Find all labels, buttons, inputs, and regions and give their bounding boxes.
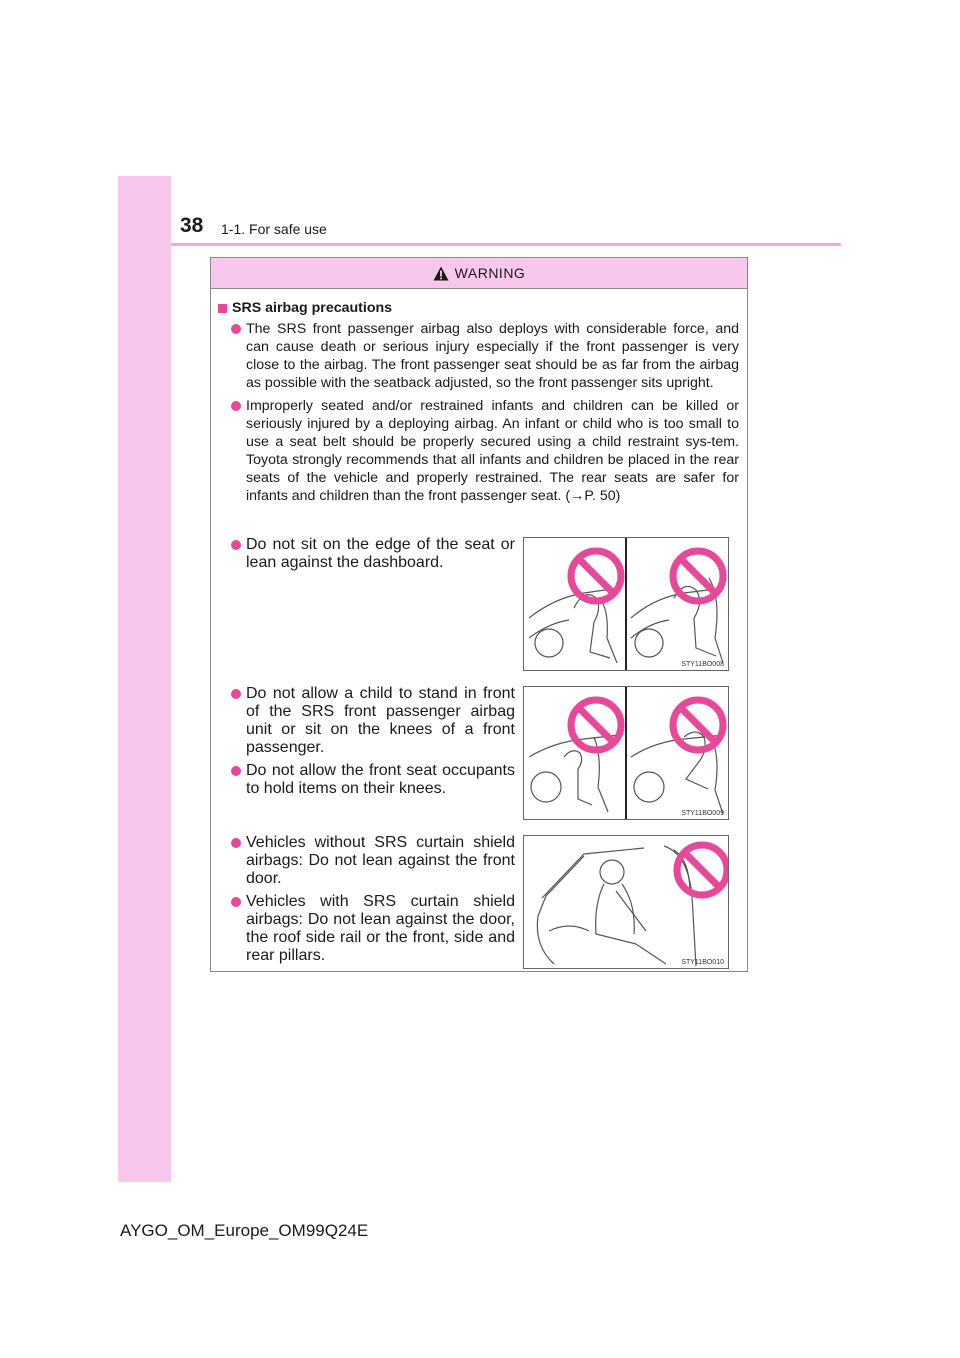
list-item	[231, 685, 515, 757]
list-item	[231, 893, 515, 965]
figure-code: STY11BO010	[681, 959, 724, 966]
prohibition-icon	[673, 700, 723, 750]
page-number: 38	[180, 214, 204, 237]
square-bullet-icon	[218, 304, 227, 313]
document-code: AYGO_OM_Europe_OM99Q24E	[120, 1221, 369, 1240]
warning-title: WARNING	[454, 265, 526, 281]
bullet-dot-icon	[231, 897, 241, 907]
list-item	[231, 834, 515, 888]
list-item	[231, 762, 515, 798]
warning-box	[210, 257, 748, 972]
list-item-text: The SRS front passenger airbag also deploys with considerable force, and can cause death or serious injury especially if the front passenger is very close to the airbag. The front passenger seat should be as far from the airbag as possible with the seatback adjusted, so the front passenger sits upright.	[246, 321, 739, 391]
list-item	[231, 320, 739, 392]
warning-content	[211, 289, 747, 505]
list-item-text: Improperly seated and/or restrained infants and children can be killed or seriously injured by a deploying airbag. An infant or child who is too small to use a seat belt should be properly secured using a child restraint sys-tem. Toyota strongly recommends that all infants and children be placed in the rear seats of the vehicle and properly restrained. The rear seats are safer for infants and children than the front passenger seat. (→P. 50)	[246, 398, 739, 504]
side-tab	[118, 176, 171, 1182]
illustration-edge-of-seat	[523, 537, 729, 671]
illustration-lean-door	[523, 835, 729, 969]
bullet-dot-icon	[231, 401, 241, 411]
prohibition-icon	[677, 845, 727, 895]
list-item-text: Vehicles without SRS curtain shield airbags: Do not lean against the front door.	[246, 834, 515, 887]
bullet-dot-icon	[231, 540, 241, 550]
list-item	[231, 397, 739, 505]
list-item	[231, 536, 515, 572]
section-heading	[218, 299, 739, 317]
section-title: 1-1. For safe use	[221, 221, 327, 237]
warning-triangle-icon	[433, 266, 449, 281]
bullet-dot-icon	[231, 766, 241, 776]
bullet-dot-icon	[231, 689, 241, 699]
figure-code: STY11BO008	[681, 661, 724, 668]
figure-code: STY11BO009	[681, 810, 724, 817]
header-rule	[171, 243, 841, 246]
bullet-dot-icon	[231, 838, 241, 848]
list-item-text: Do not allow the front seat occupants to hold items on their knees.	[246, 762, 515, 797]
illustration-child-front	[523, 686, 729, 820]
list-item-text: Do not allow a child to stand in front of the SRS front passenger airbag unit or sit on the knees of a front passenger.	[246, 685, 515, 756]
list-item-text: Vehicles with SRS curtain shield airbags: Do not lean against the door, the roof side rail or the front, side and rear pillars.	[246, 893, 515, 964]
list-item-text: Do not sit on the edge of the seat or lean against the dashboard.	[246, 536, 515, 571]
bullet-dot-icon	[231, 324, 241, 334]
section-heading-text: SRS airbag precautions	[232, 300, 393, 316]
prohibition-icon	[571, 551, 621, 601]
warning-header	[211, 258, 747, 289]
